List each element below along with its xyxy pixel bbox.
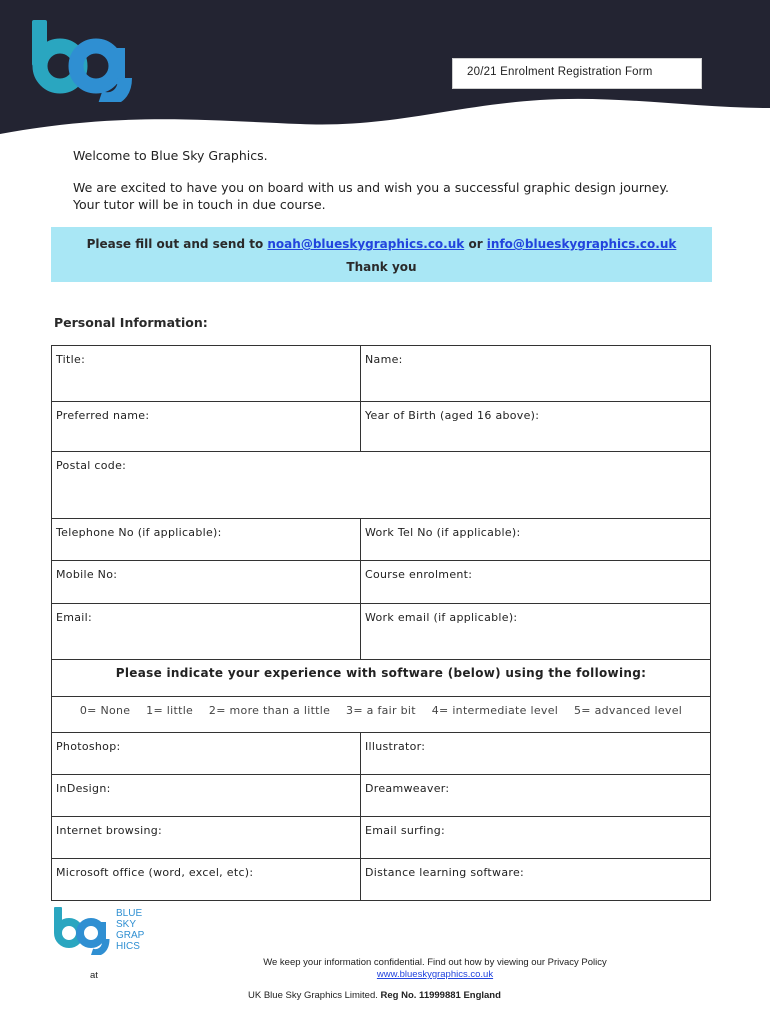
illustrator-label: Illustrator: bbox=[365, 740, 426, 753]
privacy-text: We keep your information confidential. Find out how by viewing our Privacy Policy bbox=[263, 957, 607, 968]
photoshop-label: Photoshop: bbox=[56, 740, 121, 753]
name-label: Name: bbox=[365, 353, 403, 366]
dreamweaver-label: Dreamweaver: bbox=[365, 782, 450, 795]
telephone-label: Telephone No (if applicable): bbox=[56, 526, 222, 539]
experience-scale bbox=[52, 697, 711, 733]
intro-line-2: Your tutor will be in touch in due course. bbox=[73, 197, 326, 212]
distance-learning-field[interactable] bbox=[361, 859, 711, 901]
footer-logo-text-1: BLUE bbox=[116, 908, 143, 919]
course-enrolment-field[interactable] bbox=[361, 561, 711, 604]
email-label: Email: bbox=[56, 611, 93, 624]
work-tel-field[interactable] bbox=[361, 519, 711, 561]
title-field[interactable] bbox=[52, 346, 361, 402]
telephone-field[interactable] bbox=[52, 519, 361, 561]
preferred-name-label: Preferred name: bbox=[56, 409, 150, 422]
scale-item: 0= None bbox=[79, 704, 131, 717]
year-of-birth-label: Year of Birth (aged 16 above): bbox=[365, 409, 540, 422]
instruction-banner bbox=[51, 227, 712, 282]
software-heading: Please indicate your experience with software (below) using the following: bbox=[52, 660, 711, 697]
company-registration bbox=[230, 990, 650, 1001]
email-link-noah[interactable]: noah@blueskygraphics.co.uk bbox=[267, 237, 465, 251]
footer-logo-text-4: HICS bbox=[116, 941, 140, 952]
scale-item: 3= a fair bit bbox=[346, 704, 416, 717]
dreamweaver-field[interactable] bbox=[361, 775, 711, 817]
microsoft-office-label: Microsoft office (word, excel, etc): bbox=[56, 866, 254, 879]
name-field[interactable] bbox=[361, 346, 711, 402]
title-label: Title: bbox=[56, 353, 86, 366]
email-surfing-label: Email surfing: bbox=[365, 824, 446, 837]
privacy-notice bbox=[230, 957, 640, 981]
instruction-line bbox=[51, 237, 712, 251]
email-field[interactable] bbox=[52, 604, 361, 660]
scale-item: 4= intermediate level bbox=[431, 704, 559, 717]
thank-you-text: Thank you bbox=[346, 260, 417, 274]
work-email-field[interactable] bbox=[361, 604, 711, 660]
photoshop-field[interactable] bbox=[52, 733, 361, 775]
mobile-field[interactable] bbox=[52, 561, 361, 604]
work-tel-label: Work Tel No (if applicable): bbox=[365, 526, 521, 539]
scale-item: 2= more than a little bbox=[208, 704, 331, 717]
preferred-name-field[interactable] bbox=[52, 402, 361, 452]
footer-at: at bbox=[90, 970, 98, 981]
footer-logo-icon bbox=[52, 905, 148, 955]
personal-info-heading: Personal Information: bbox=[54, 315, 208, 330]
distance-learning-label: Distance learning software: bbox=[365, 866, 525, 879]
scale-item: 1= little bbox=[146, 704, 194, 717]
website-link[interactable]: www.blueskygraphics.co.uk bbox=[376, 969, 494, 980]
instruction-joiner: or bbox=[464, 237, 487, 251]
email-link-info[interactable]: info@blueskygraphics.co.uk bbox=[486, 237, 677, 251]
illustrator-field[interactable] bbox=[361, 733, 711, 775]
company-name: UK Blue Sky Graphics Limited. bbox=[248, 990, 378, 1001]
instruction-prefix: Please fill out and send to bbox=[86, 237, 268, 251]
footer-logo-text-3: GRAP bbox=[116, 930, 145, 941]
work-email-label: Work email (if applicable): bbox=[365, 611, 518, 624]
registration-table bbox=[51, 345, 711, 901]
intro-line-1: We are excited to have you on board with us and wish you a successful graphic design journey. bbox=[73, 180, 669, 195]
indesign-field[interactable] bbox=[52, 775, 361, 817]
microsoft-office-field[interactable] bbox=[52, 859, 361, 901]
email-surfing-field[interactable] bbox=[361, 817, 711, 859]
bsg-logo-icon bbox=[28, 18, 132, 102]
intro-text bbox=[73, 179, 713, 213]
indesign-label: InDesign: bbox=[56, 782, 111, 795]
internet-browsing-field[interactable] bbox=[52, 817, 361, 859]
registration-number: Reg No. 11999881 England bbox=[380, 990, 501, 1001]
footer-logo-text-2: SKY bbox=[116, 919, 137, 930]
scale-item: 5= advanced level bbox=[573, 704, 683, 717]
course-enrolment-label: Course enrolment: bbox=[365, 568, 473, 581]
form-title: 20/21 Enrolment Registration Form bbox=[452, 58, 702, 89]
welcome-text: Welcome to Blue Sky Graphics. bbox=[73, 148, 268, 163]
internet-browsing-label: Internet browsing: bbox=[56, 824, 163, 837]
year-of-birth-field[interactable] bbox=[361, 402, 711, 452]
mobile-label: Mobile No: bbox=[56, 568, 118, 581]
postal-code-field[interactable] bbox=[52, 452, 711, 519]
postal-code-label: Postal code: bbox=[56, 459, 127, 472]
